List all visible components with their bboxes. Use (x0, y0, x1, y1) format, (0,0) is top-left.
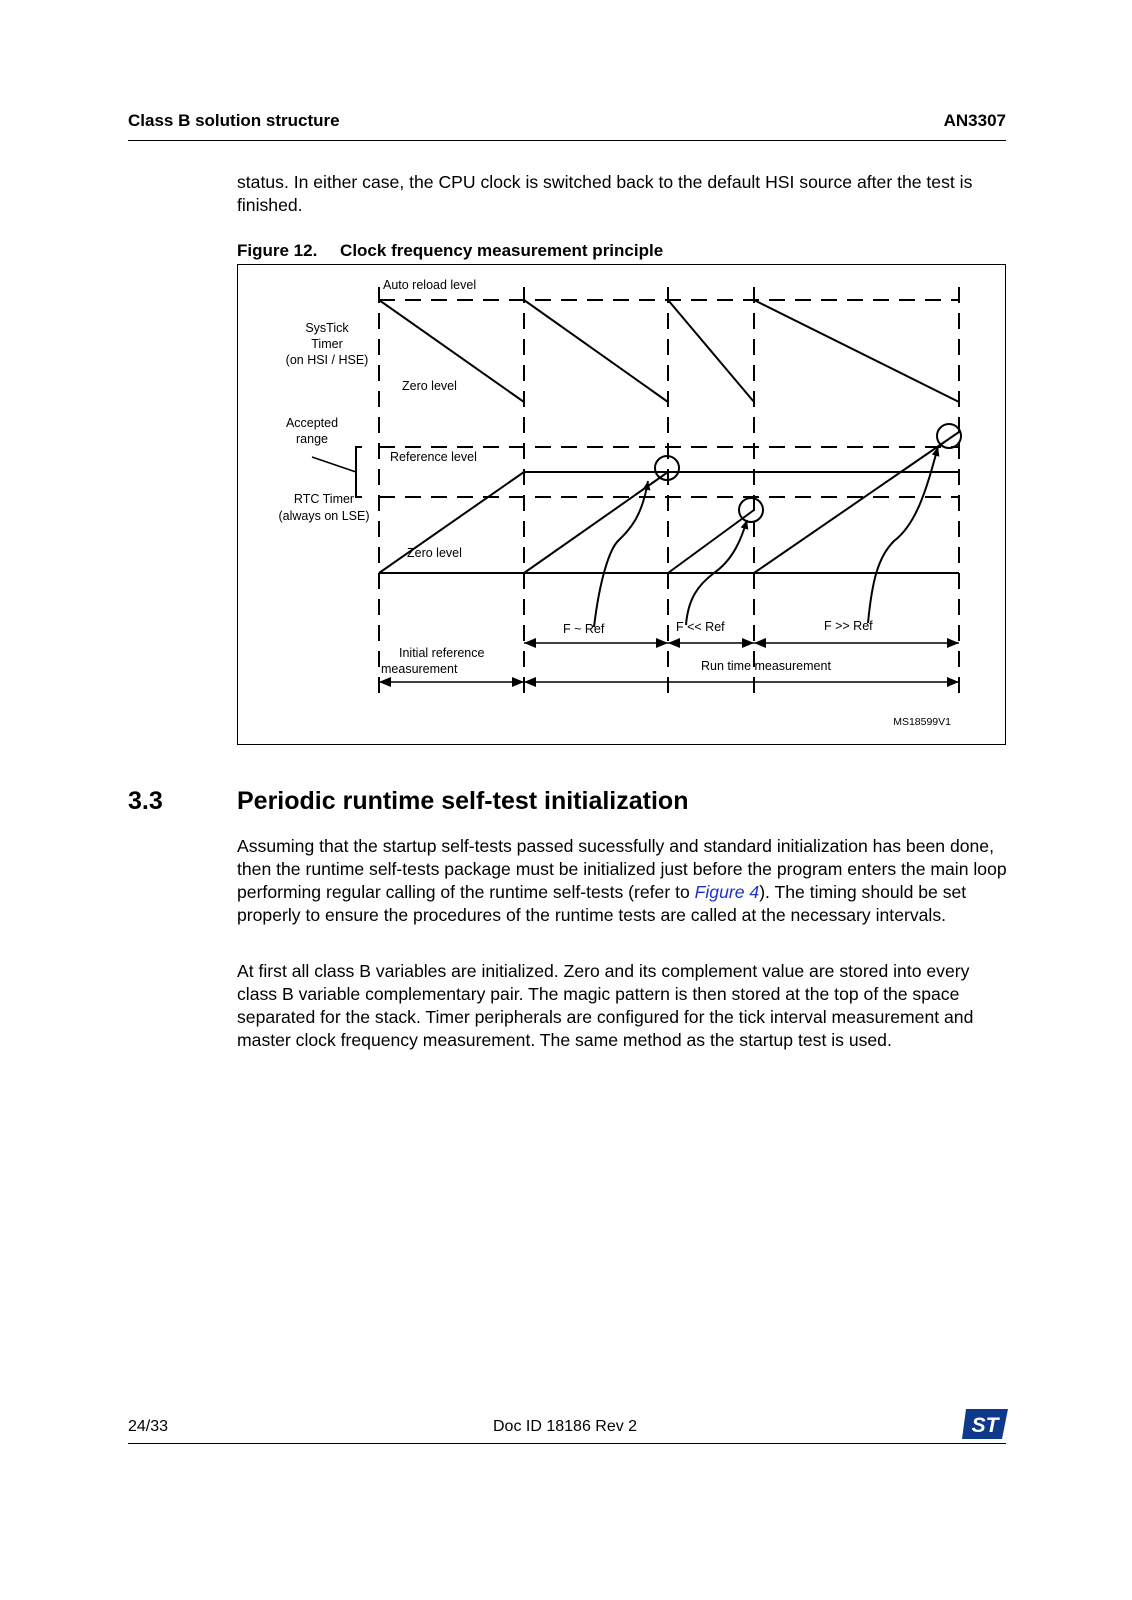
systick-ramp-3 (668, 300, 754, 402)
label-initial-line2: measurement (381, 662, 458, 676)
label-systick-line2: Timer (311, 337, 343, 351)
label-zero-level-systick: Zero level (402, 379, 457, 393)
label-systick-line1: SysTick (305, 321, 349, 335)
figure-12-diagram (237, 264, 1006, 745)
running-header-doc-code: AN3307 (943, 111, 1006, 130)
rtc-ramp-3 (668, 510, 754, 573)
label-auto-reload-level: Auto reload level (383, 278, 477, 292)
section-number: 3.3 (128, 787, 163, 815)
footer-page-number: 24/33 (128, 1418, 169, 1435)
figure-number: Figure 12. (237, 241, 318, 260)
label-rtc-line1: RTC Timer (293, 492, 355, 506)
paragraph-1-text-start: Assuming that the startup self-tests passed sucessfully and standard initialization has been done, then the runtime self-tests package must be initialized just before the program enters the main loop performing regular calling of the runtime self-tests (refer to (237, 836, 1007, 902)
clock-frequency-diagram (238, 265, 1007, 746)
body-paragraph-1 (237, 835, 1007, 927)
figure-title: Clock frequency measurement principle (340, 241, 664, 260)
label-rtc-line2: (always on LSE) (278, 509, 370, 523)
figure-4-link[interactable]: Figure 4 (694, 882, 760, 902)
label-f-less-ref: F << Ref (676, 620, 725, 634)
section-title: Periodic runtime self-test initialization (237, 787, 689, 815)
body-paragraph-2: At first all class B variables are initialized. Zero and its complement value are stored into every class B variable complementary pair. The magic pattern is then stored at the top of the space separated for the stack. Timer peripherals are configured for the tick interval measurement and master clock frequency measurement. The same method as the startup test is used. (237, 961, 974, 1050)
st-logo-text: ST (971, 1414, 999, 1437)
label-initial-line1: Initial reference (399, 646, 485, 660)
header-rule (128, 140, 1006, 141)
systick-ramp-4 (754, 300, 959, 402)
label-reference-level: Reference level (390, 450, 477, 464)
capture-circle-above (937, 424, 961, 448)
capture-circle-below (739, 498, 763, 522)
callout-arrow-f-greater-ref (868, 447, 938, 623)
paragraph-1-text-end: ). The timing should be set properly to ensure the procedures of the runtime tests are called at the necessary intervals. (237, 882, 967, 925)
footer-rule (128, 1443, 1006, 1444)
label-figure-id: MS18599V1 (893, 716, 951, 728)
label-accepted-line2: range (296, 432, 328, 446)
figure-caption (237, 241, 663, 261)
st-logo (962, 1409, 1008, 1439)
label-accepted-line1: Accepted (285, 416, 339, 430)
rtc-ramp-4 (754, 432, 959, 573)
label-systick-line3: (on HSI / HSE) (285, 353, 369, 367)
label-f-approx-ref: F ~ Ref (563, 622, 605, 636)
accepted-range-bracket (356, 447, 362, 497)
footer-doc-id: Doc ID 18186 Rev 2 (493, 1418, 638, 1435)
label-zero-level-rtc: Zero level (407, 546, 462, 560)
accepted-range-pointer (312, 457, 356, 472)
systick-ramp-2 (524, 300, 668, 402)
label-f-greater-ref: F >> Ref (824, 619, 873, 633)
callout-arrow-f-approx-ref (594, 481, 648, 627)
intro-paragraph: status. In either case, the CPU clock is switched back to the default HSI source after the test is finished. (237, 172, 973, 215)
running-header-title: Class B solution structure (128, 111, 340, 130)
label-run-time-measurement: Run time measurement (701, 659, 831, 673)
